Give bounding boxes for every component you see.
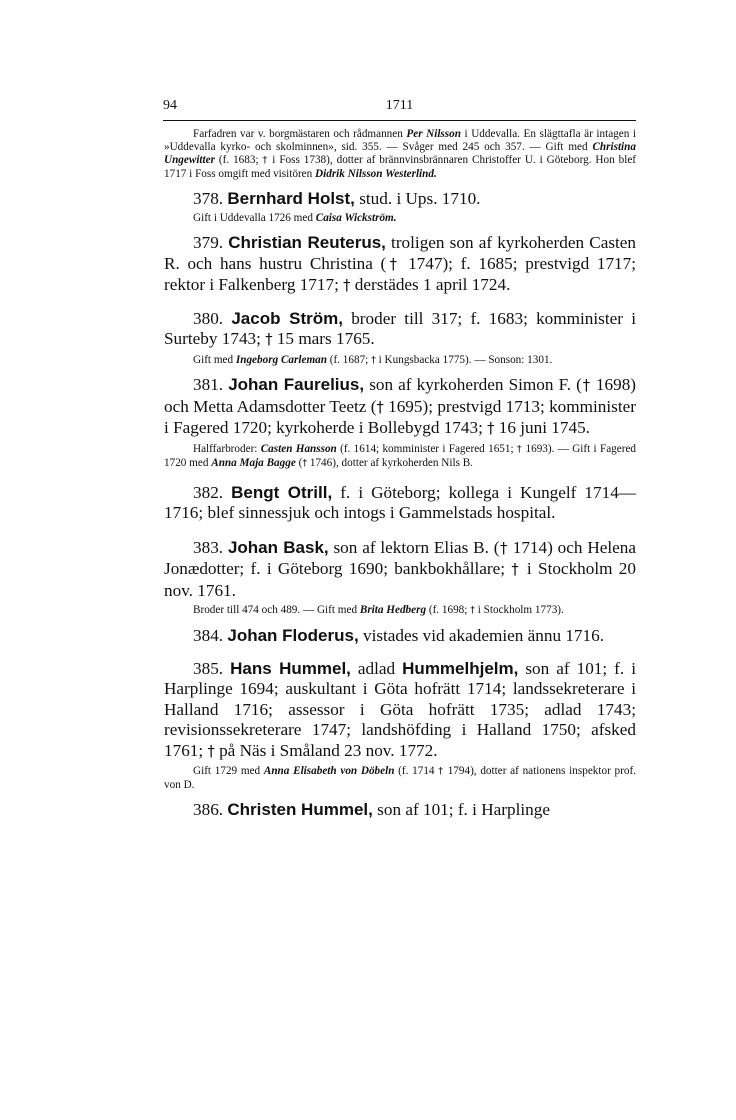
text-run: 1695); prestvigd 1713; komminister i Fagered 1720; kyrkoherde i Bollebygd 1743; (164, 396, 636, 438)
death-dagger: † (262, 154, 269, 166)
text-run: i Stockholm 1773). (474, 604, 564, 617)
italic-name: Brita Hedberg (359, 604, 427, 617)
intro-note (164, 128, 636, 181)
death-dagger: † (470, 605, 475, 617)
entry-381-note (164, 443, 636, 471)
entry-384 (164, 626, 636, 647)
person-name: Bernhard Holst, (227, 188, 355, 208)
italic-name: Christina Ungewitter (164, 140, 636, 166)
entry-number: 386. (193, 799, 228, 819)
text-run: i Foss 1738), dotter af brännvinsbrännaren Christoffer U. i Göteborg. Hon blef 1717 i Foss omgift med visitören (164, 153, 637, 180)
ennobled-name: Hummelhjelm, (402, 658, 519, 678)
text-run: 1747); f. 1685; prestvigd 1717; rektor i Falkenberg 1717; (164, 253, 636, 295)
italic-name: Anna Maja Bagge (211, 456, 296, 469)
entry-378 (164, 189, 636, 210)
text-run: (f. 1687; (326, 353, 372, 366)
text-run: Gift i Uddevalla 1726 med (193, 212, 316, 225)
death-dagger: † (581, 377, 591, 395)
italic-name: Casten Hansson (260, 442, 337, 455)
text-run: 1746), dotter af kyrkoherden Nils B. (307, 456, 473, 469)
person-name: Jacob Ström, (231, 308, 343, 328)
text-run: i Stockholm 20 nov. 1761. (164, 559, 636, 600)
italic-name: Anna Elisabeth von Döbeln (263, 765, 395, 778)
page-body (164, 128, 636, 820)
entry-385 (164, 659, 636, 763)
death-dagger: † (438, 766, 444, 778)
entry-number: 381. (193, 375, 229, 395)
text-run: son af kyrkoherden Simon F. ( (364, 375, 582, 395)
death-dagger: † (386, 255, 401, 273)
person-name: Christen Hummel, (227, 799, 373, 819)
death-dagger: † (207, 742, 215, 760)
entry-378-note (164, 212, 636, 225)
text-run: Halffarbroder: (193, 442, 261, 455)
entry-381 (164, 375, 636, 440)
text-run: (f. 1698; (426, 604, 471, 617)
text-run: 1698) och Metta Adamsdotter Teetz ( (164, 375, 637, 416)
entry-380-note (164, 354, 636, 368)
entry-383-note (164, 604, 636, 618)
person-name: Christian Reuterus, (228, 233, 386, 253)
text-run: (f. 1714 (394, 765, 439, 778)
person-name: Johan Floderus, (227, 626, 359, 646)
entry-number: 379. (193, 233, 229, 253)
text-run: 1693). — Gift i Fagered 1720 med (164, 442, 637, 469)
text-run: i Kungsbacka 1775). — Sonson: 1301. (375, 353, 553, 366)
entry-379 (164, 233, 636, 297)
text-run: Broder till 474 och 489. — Gift med (193, 604, 360, 617)
death-dagger: † (265, 331, 273, 349)
text-run: adlad (350, 658, 403, 678)
death-dagger: † (343, 277, 351, 295)
entry-number: 380. (193, 308, 232, 328)
entry-382 (164, 483, 636, 524)
entry-number: 378. (193, 188, 228, 208)
person-name: Johan Bask, (227, 537, 329, 557)
entry-385-note (164, 765, 636, 792)
death-dagger: † (499, 539, 508, 557)
death-dagger: † (516, 443, 523, 455)
text-run: son af lektorn Elias B. ( (328, 537, 500, 557)
italic-name: Per Nilsson (406, 128, 461, 140)
entry-383 (164, 538, 636, 602)
text-run: son af 101; f. i Harplinge 1694; auskultant i Göta hofrätt 1714; landssekreterare i Halland 1716; assessor i Göta hofrätt 1735; adlad 1743; revisionssekreterare 1747; landshöfding i Halland 1750; afsked 1761; (164, 658, 636, 760)
text-run: i Uddevalla. En slägttafla är intagen i »Uddevalla kyrko- och skolminnen», sid. 355. — Svåger med 245 och 357. — Gift med (164, 128, 636, 153)
text-run: ( (295, 456, 303, 469)
text-run: vistades vid akademien ännu 1716. (358, 626, 605, 646)
italic-name: Didrik Nilsson Westerlind. (315, 167, 437, 180)
death-dagger: † (302, 457, 308, 469)
header-rule (163, 120, 636, 121)
entry-386 (164, 800, 636, 821)
person-name: Hans Hummel, (230, 658, 351, 678)
entry-380 (164, 309, 636, 351)
text-run: 15 mars 1765. (272, 329, 375, 349)
person-name: Johan Faurelius, (228, 375, 365, 395)
entry-number: 383. (193, 537, 228, 557)
text-run: derstädes 1 april 1724. (350, 275, 511, 295)
entry-number: 384. (193, 626, 228, 646)
text-run: på Näs i Småland 23 nov. 1772. (214, 740, 438, 760)
italic-name: Ingeborg Carleman (235, 353, 327, 366)
text-run: troligen son af kyrkoherden Casten R. och hans hustru Christina ( (164, 233, 637, 273)
text-run: 16 juni 1745. (494, 418, 590, 438)
death-dagger: † (376, 398, 384, 416)
text-run: broder till 317; f. 1683; komminister i Surteby 1743; (164, 308, 636, 349)
italic-name: Caisa Wickström. (315, 212, 397, 225)
text-run: stud. i Ups. 1710. (354, 188, 481, 208)
text-run: Gift med (193, 353, 236, 366)
page-header (163, 98, 636, 120)
text-run: (f. 1683; (214, 153, 263, 166)
death-dagger: † (511, 561, 521, 579)
text-run: son af 101; f. i Harplinge (372, 799, 550, 819)
entry-number: 382. (193, 482, 232, 502)
text-run: Farfadren var v. borgmästaren och rådmannen (193, 128, 407, 140)
text-run: Gift 1729 med (193, 765, 264, 778)
text-run: 1794), dotter af nationens inspektor prof. von D. (164, 765, 636, 792)
entry-number: 385. (193, 658, 231, 678)
text-run: f. i Göteborg; kollega i Kungelf 1714—1716; blef sinnessjuk och intogs i Gammelstads hospital. (164, 482, 636, 523)
text-run: 1714) och Helena Jonædotter; f. i Göteborg 1690; bankbokhållare; (164, 537, 637, 579)
text-run: (f. 1614; komminister i Fagered 1651; (336, 442, 517, 455)
death-dagger: † (487, 420, 495, 438)
page-year: 1711 (385, 98, 414, 113)
page-number: 94 (163, 98, 177, 113)
death-dagger: † (371, 354, 376, 366)
person-name: Bengt Otrill, (231, 482, 333, 502)
